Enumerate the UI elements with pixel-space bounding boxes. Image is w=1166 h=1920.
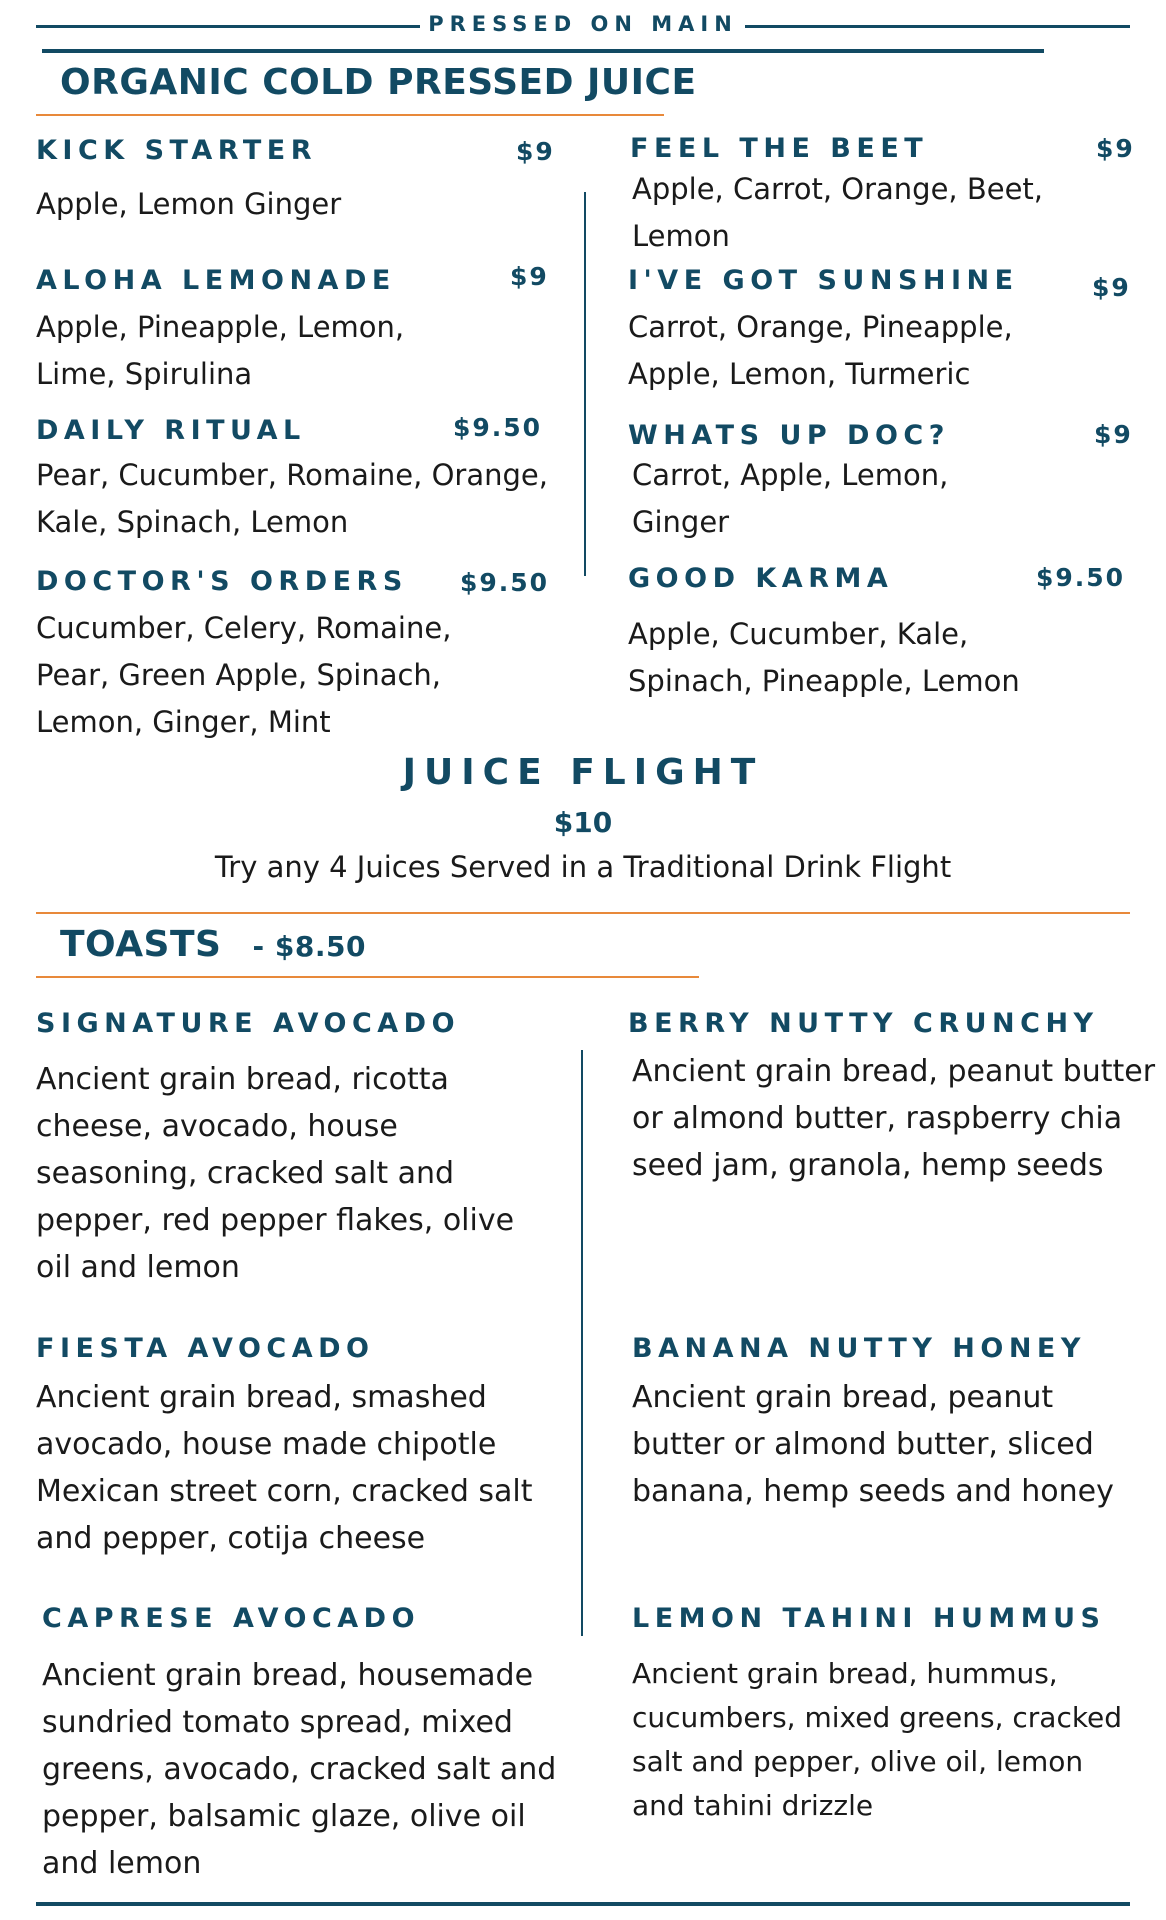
- toast-desc-caprese-avocado: Ancient grain bread, housemade sundried tomato spread, mixed greens, avocado, cracked salt and pepper, balsamic glaze, olive oil and lemon: [42, 1658, 557, 1881]
- juice-desc-ive-got-sunshine: Carrot, Orange, Pineapple, Apple, Lemon, Turmeric: [628, 310, 1013, 391]
- juice-price-whats-up-doc: $9: [1094, 420, 1133, 449]
- juice-name-daily-ritual: DAILY RITUAL: [36, 415, 306, 446]
- toast-name-caprese-avocado: CAPRESE AVOCADO: [42, 1603, 421, 1634]
- toast-desc-berry-nutty-crunchy: Ancient grain bread, peanut butter or almond butter, raspberry chia seed jam, granola, hemp seeds: [632, 1054, 1156, 1183]
- toast-name-signature-avocado: SIGNATURE AVOCADO: [36, 1008, 461, 1039]
- juice-section-title: ORGANIC COLD PRESSED JUICE: [60, 62, 697, 103]
- toast-desc-lemon-tahini-hummus: Ancient grain bread, hummus, cucumbers, mixed greens, cracked salt and pepper, olive oil, lemon and tahini drizzle: [632, 1657, 1123, 1822]
- toasts-price: - $8.50: [252, 930, 366, 963]
- juice-price-feel-the-beet: $9: [1096, 134, 1135, 163]
- juice-name-aloha-lemonade: ALOHA LEMONADE: [36, 265, 396, 296]
- flight-title: JUICE FLIGHT: [402, 752, 764, 793]
- toast-desc-fiesta-avocado: Ancient grain bread, smashed avocado, house made chipotle Mexican street corn, cracked salt and pepper, cotija cheese: [36, 1380, 533, 1556]
- juice-title-underline: [36, 114, 664, 116]
- juice-desc-good-karma: Apple, Cucumber, Kale, Spinach, Pineapple, Lemon: [628, 617, 1020, 698]
- juice-price-good-karma: $9.50: [1036, 563, 1126, 592]
- toast-name-fiesta-avocado: FIESTA AVOCADO: [36, 1333, 375, 1364]
- juice-name-whats-up-doc: WHATS UP DOC?: [628, 420, 950, 451]
- header-rule-right: [745, 25, 1130, 28]
- juice-name-kick-starter: KICK STARTER: [36, 135, 317, 166]
- juice-column-divider: [584, 192, 586, 576]
- juice-desc-aloha-lemonade: Apple, Pineapple, Lemon, Lime, Spirulina: [36, 310, 405, 391]
- juice-desc-kick-starter: Apple, Lemon Ginger: [36, 187, 342, 221]
- juice-price-doctors-orders: $9.50: [460, 568, 550, 597]
- footer-rule: [36, 1902, 1130, 1906]
- juice-price-ive-got-sunshine: $9: [1092, 273, 1131, 302]
- toast-desc-signature-avocado: Ancient grain bread, ricotta cheese, avocado, house seasoning, cracked salt and pepper, red pepper flakes, olive oil and lemon: [36, 1062, 515, 1285]
- header-tagline: PRESSED ON MAIN: [428, 12, 738, 36]
- flight-price: $10: [553, 806, 613, 839]
- toasts-column-divider: [581, 1050, 583, 1636]
- juice-desc-feel-the-beet: Apple, Carrot, Orange, Beet, Lemon: [632, 172, 1044, 253]
- juice-name-good-karma: GOOD KARMA: [628, 563, 894, 594]
- flight-description: Try any 4 Juices Served in a Traditional Drink Flight: [214, 850, 952, 884]
- juice-name-doctors-orders: DOCTOR'S ORDERS: [36, 566, 408, 597]
- toast-name-lemon-tahini-hummus: LEMON TAHINI HUMMUS: [632, 1603, 1106, 1634]
- juice-name-ive-got-sunshine: I'VE GOT SUNSHINE: [628, 265, 1019, 296]
- toasts-top-rule: [36, 912, 1130, 914]
- toast-name-berry-nutty-crunchy: BERRY NUTTY CRUNCHY: [628, 1008, 1099, 1039]
- toast-name-banana-nutty-honey: BANANA NUTTY HONEY: [632, 1333, 1086, 1364]
- toasts-section-title: [60, 924, 366, 965]
- juice-desc-doctors-orders: Cucumber, Celery, Romaine, Pear, Green Apple, Spinach, Lemon, Ginger, Mint: [36, 611, 452, 739]
- juice-desc-whats-up-doc: Carrot, Apple, Lemon, Ginger: [632, 458, 949, 539]
- juice-price-aloha-lemonade: $9: [510, 262, 549, 291]
- juice-price-kick-starter: $9: [516, 137, 555, 166]
- juice-name-feel-the-beet: FEEL THE BEET: [630, 133, 929, 164]
- juice-desc-daily-ritual: Pear, Cucumber, Romaine, Orange, Kale, Spinach, Lemon: [36, 458, 548, 539]
- toast-desc-banana-nutty-honey: Ancient grain bread, peanut butter or almond butter, sliced banana, hemp seeds and honey: [632, 1380, 1114, 1509]
- header-rule-thick: [42, 49, 1044, 53]
- juice-price-daily-ritual: $9.50: [453, 413, 543, 442]
- toasts-title: TOASTS: [60, 924, 222, 965]
- toasts-title-underline: [36, 976, 699, 978]
